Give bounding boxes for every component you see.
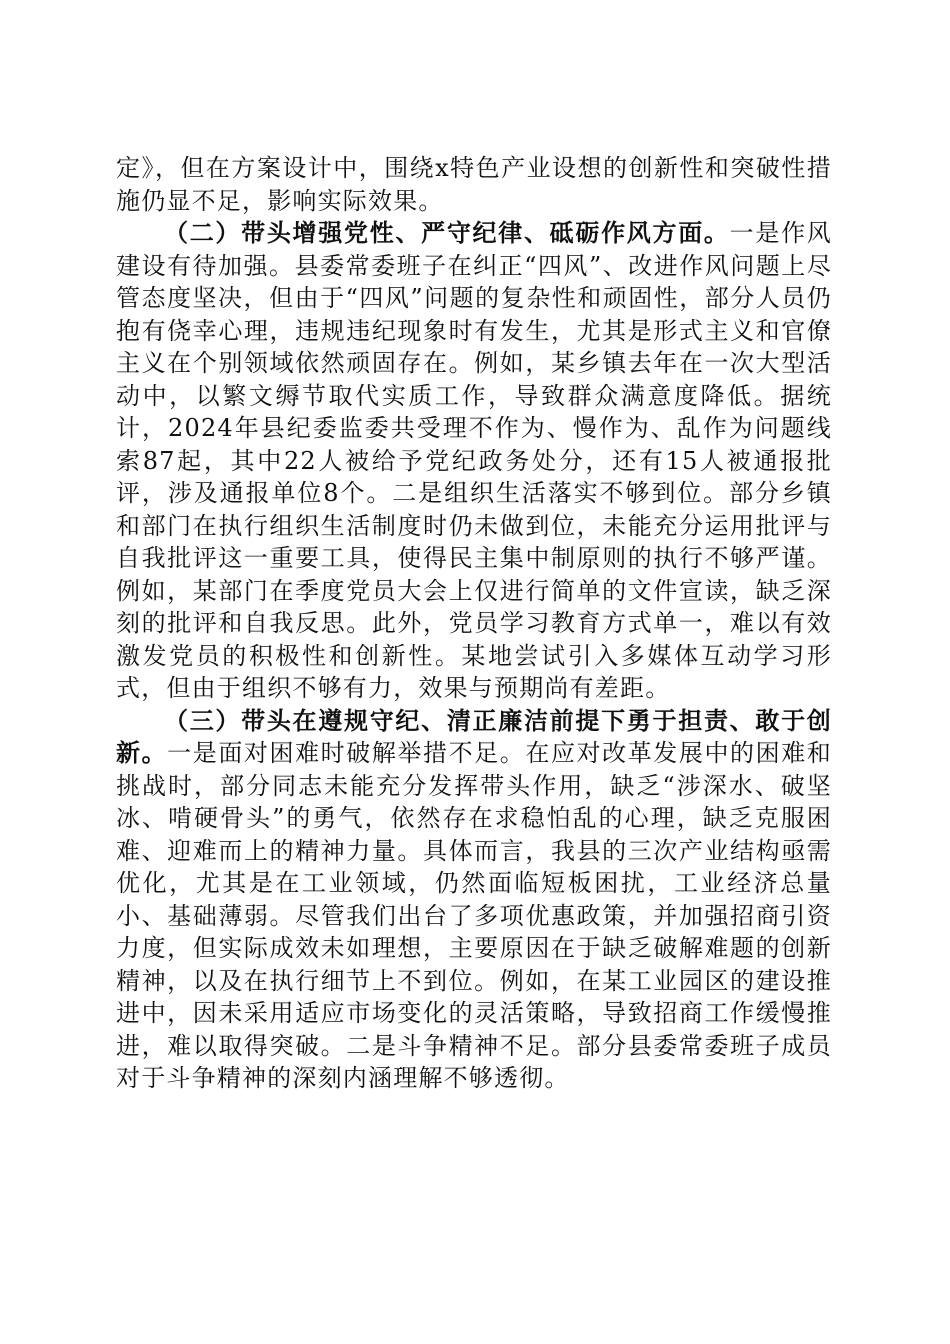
section-heading: （三）带头在遵规守纪、清正廉洁前提下勇于担责、敢于创新。: [116, 705, 832, 767]
paragraph-text: 一是作风建设有待加强。县委常委班子在纠正“四风”、改进作风问题上尽管态度坚决，但由于“四风”问题的复杂性和顽固性，部分人员仍抱有侥幸心理，违规违纪现象时有发生，尤其是形式主义和官僚主义在个别领域依然顽固存在。例如，某乡镇去年在一次大型活动中，以繁文缛节取代实质工作，导致群众满意度降低。据统计，2024年县纪委监委共受理不作为、慢作为、乱作为问题线索87起，其中22人被给予党纪政务处分，还有15人被通报批评，涉及通报单位8个。二是组织生活落实不够到位。部分乡镇和部门在执行组织生活制度时仍未做到位，未能充分运用批评与自我批评这一重要工具，使得民主集中制原则的执行不够严谨。例如，某部门在季度党员大会上仅进行简单的文件宣读，缺乏深刻的批评和自我反思。此外，党员学习教育方式单一，难以有效激发党员的积极性和创新性。某地尝试引入多媒体互动学习形式，但由于组织不够有力，效果与预期尚有差距。: [116, 219, 832, 702]
section-heading: （二）带头增强党性、严守纪律、砥砺作风方面。: [164, 218, 730, 247]
paragraph-section-two: [116, 217, 832, 705]
paragraph-text: 一是面对困难时破解举措不足。在应对改革发展中的困难和挑战时，部分同志未能充分发挥带头作用，缺乏“涉深水、破坚冰、啃硬骨头”的勇气，依然存在求稳怕乱的心理，缺乏克服困难、迎难而上的精神力量。具体而言，我县的三次产业结构亟需优化，尤其是在工业领域，仍然面临短板困扰，工业经济总量小、基础薄弱。尽管我们出台了多项优惠政策，并加强招商引资力度，但实际成效未如理想，主要原因在于缺乏破解难题的创新精神，以及在执行细节上不到位。例如，在某工业园区的建设推进中，因未采用适应市场变化的灵活策略，导致招商工作缓慢推进，难以取得突破。二是斗争精神不足。部分县委常委班子成员对于斗争精神的深刻内涵理解不够透彻。: [116, 739, 832, 1092]
document-body: [116, 152, 832, 1095]
paragraph-continuation: [116, 152, 832, 217]
paragraph-text: 定》，但在方案设计中，围绕x特色产业设想的创新性和突破性措施仍显不足，影响实际效果。: [116, 154, 832, 215]
paragraph-section-three: [116, 705, 832, 1095]
